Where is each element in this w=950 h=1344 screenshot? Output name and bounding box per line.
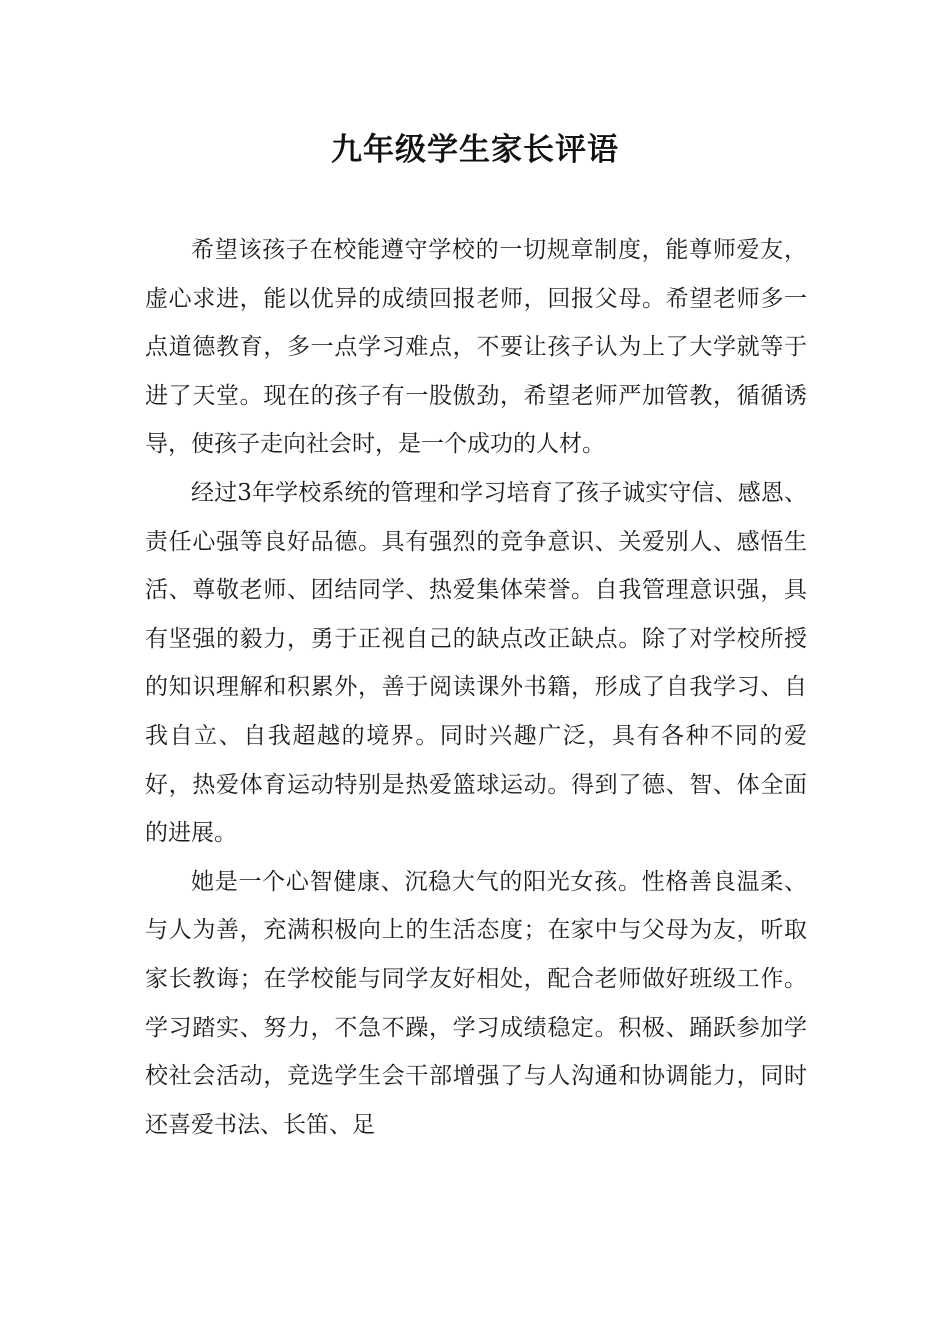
paragraph: 她是一个心智健康、沉稳大气的阳光女孩。性格善良温柔、与人为善，充满积极向上的生活态度；在家中与父母为友，听取家长教诲；在学校能与同学友好相处，配合老师做好班级工作。学习踏实、努力，不急不躁，学习成绩稳定。积极、踊跃参加学校社会活动，竞选学生会干部增强了与人沟通和协调能力，同时还喜爱书法、长笛、足 bbox=[145, 868, 807, 1138]
document-body bbox=[145, 226, 807, 1149]
paragraph: 希望该孩子在校能遵守学校的一切规章制度，能尊师爱友，虚心求进，能以优异的成绩回报老师，回报父母。希望老师多一点道德教育，多一点学习难点，不要让孩子认为上了大学就等于进了天堂。现在的孩子有一股傲劲，希望老师严加管教，循循诱导，使孩子走向社会时，是一个成功的人材。 bbox=[145, 237, 807, 458]
paragraph: 经过3年学校系统的管理和学习培育了孩子诚实守信、感恩、责任心强等良好品德。具有强烈的竞争意识、关爱别人、感悟生活、尊敬老师、团结同学、热爱集体荣誉。自我管理意识强，具有坚强的毅力，勇于正视自己的缺点改正缺点。除了对学校所授的知识理解和积累外，善于阅读课外书籍，形成了自我学习、自我自立、自我超越的境界。同时兴趣广泛，具有各种不同的爱好，热爱体育运动特别是热爱篮球运动。得到了德、智、体全面的进展。 bbox=[145, 479, 807, 847]
document-title: 九年级学生家长评语 bbox=[331, 132, 619, 168]
